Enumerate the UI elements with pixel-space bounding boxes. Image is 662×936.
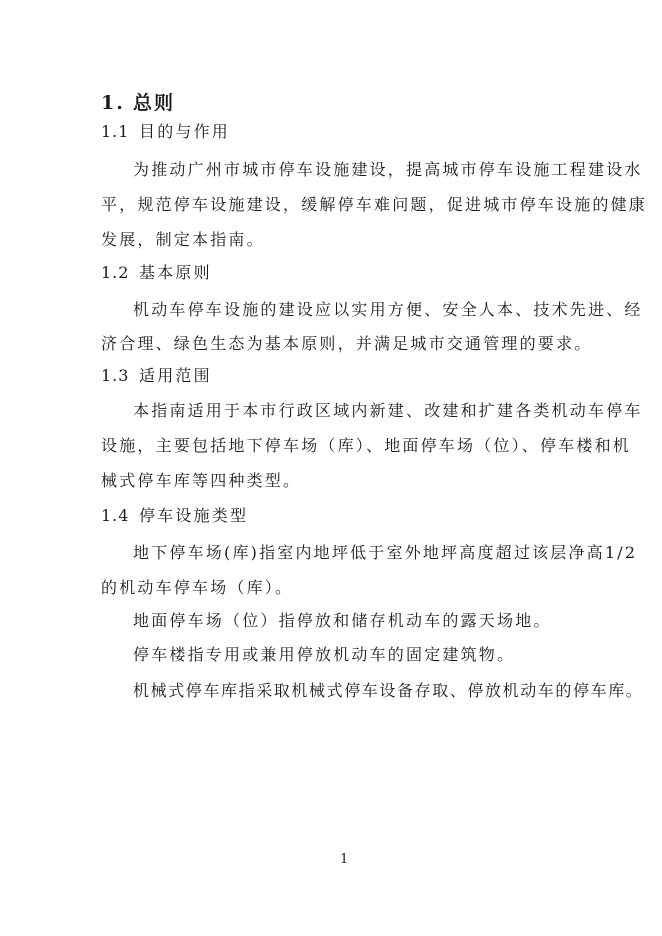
paragraph-line: 本指南适用于本市行政区域内新建、改建和扩建各类机动车停车 — [133, 401, 643, 420]
subsection-number: 1.4 — [101, 506, 130, 525]
paragraph-line: 机械式停车库指采取机械式停车设备存取、停放机动车的停车库。 — [133, 681, 644, 700]
subsection-title: 目的与作用 — [139, 122, 231, 141]
subsection-number: 1.3 — [101, 366, 130, 385]
paragraph-line: 地下停车场(库)指室内地坪低于室外地坪高度超过该层净高1/2 — [133, 543, 638, 562]
paragraph-line: 发展，制定本指南。 — [101, 230, 265, 249]
section-heading — [101, 88, 175, 115]
subsection-number: 1.1 — [101, 122, 130, 141]
subsection-heading — [101, 506, 248, 526]
paragraph-line: 的机动车停车场（库）。 — [101, 578, 294, 597]
paragraph-line: 地面停车场（位）指停放和储存机动车的露天场地。 — [133, 611, 552, 630]
paragraph-line: 械式停车库等四种类型。 — [101, 471, 302, 490]
paragraph-line: 机动车停车设施的建设应以实用方便、安全人本、技术先进、经 — [133, 300, 643, 319]
subsection-title: 基本原则 — [139, 263, 212, 282]
subsection-heading — [101, 366, 212, 386]
subsection-number: 1.2 — [101, 263, 130, 282]
subsection-title: 适用范围 — [139, 366, 212, 385]
subsection-heading — [101, 263, 212, 283]
paragraph-line: 设施，主要包括地下停车场（库）、地面停车场（位）、停车楼和机 — [101, 436, 632, 455]
section-title: 总则 — [133, 92, 176, 114]
paragraph-line: 为推动广州市城市停车设施建设，提高城市停车设施工程建设水 — [133, 160, 643, 179]
subsection-title: 停车设施类型 — [139, 506, 249, 525]
paragraph-line: 济合理、绿色生态为基本原则，并满足城市交通管理的要求。 — [101, 334, 593, 353]
paragraph-line: 平，规范停车设施建设，缓解停车难问题，促进城市停车设施的健康 — [101, 195, 648, 214]
subsection-heading — [101, 122, 230, 142]
section-number: 1. — [101, 92, 125, 114]
page-number: 1 — [340, 852, 349, 867]
paragraph-line: 停车楼指专用或兼用停放机动车的固定建筑物。 — [133, 645, 516, 664]
